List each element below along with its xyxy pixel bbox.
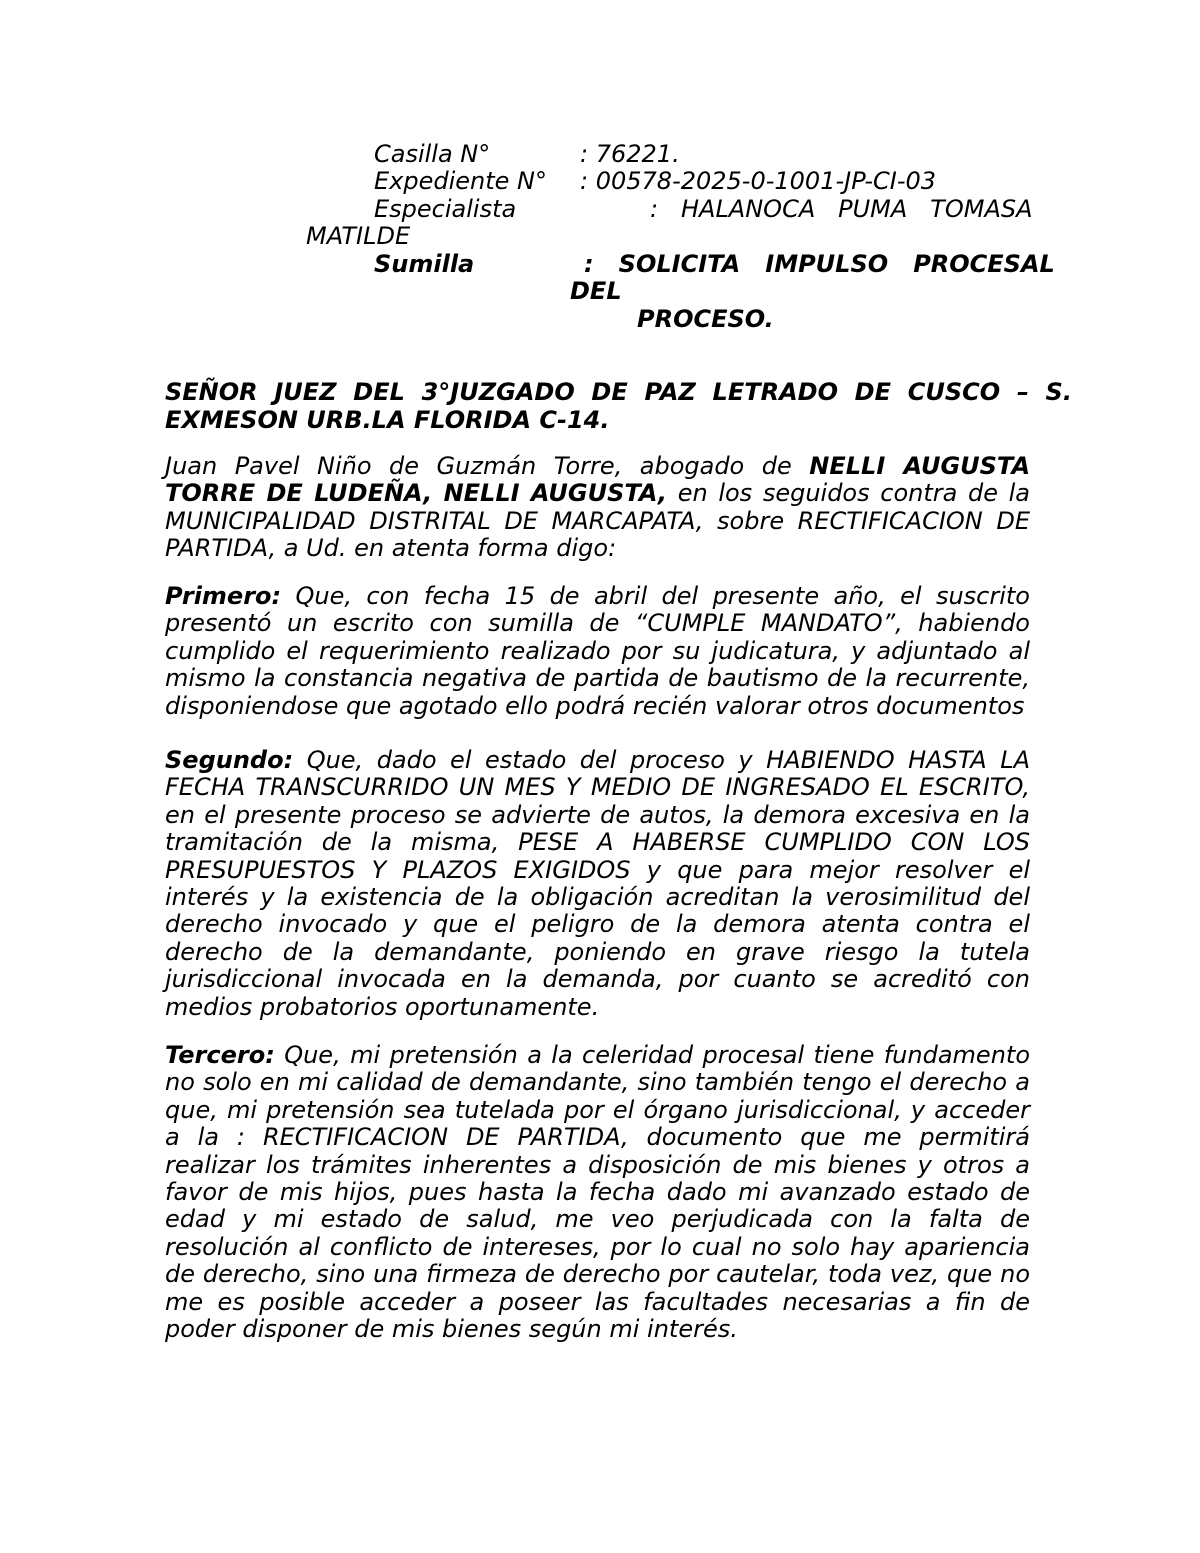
addressee-line-2: EXMESON URB.LA FLORIDA C-14. [165, 406, 610, 434]
tercero-paragraph [165, 1042, 1030, 1343]
segundo-label: Segundo: [165, 746, 294, 774]
primero-text: Que, con fecha 15 de abril del presente año, el suscrito presentó un escrito con sumilla de “CUMPLE MANDATO”, habiendo cumplido el requerimiento realizado por su judicatura, y adjuntado al mismo la constancia negativa de partida de bautismo de la recurrente, disponiendose que agotado ello podrá recién valorar otros documentos [165, 582, 1030, 720]
casilla-value: : 76221. [580, 140, 680, 168]
expediente-label: Expediente N° [374, 167, 548, 195]
sumilla-cont-1: DEL [570, 277, 622, 305]
expediente-value: : 00578-2025-0-1001-JP-CI-03 [580, 167, 937, 195]
sumilla-cont-2: PROCESO. [637, 305, 774, 333]
casilla-label: Casilla N° [374, 140, 491, 168]
sumilla-value: : SOLICITA IMPULSO PROCESAL [584, 250, 1055, 278]
sumilla-label: Sumilla [374, 250, 475, 278]
especialista-label: Especialista [374, 195, 517, 223]
especialista-value: : HALANOCA PUMA TOMASA [650, 195, 1033, 223]
tercero-label: Tercero: [165, 1041, 275, 1069]
primero-label: Primero: [165, 582, 282, 610]
client-name: NELLI AUGUSTA TORRE DE LUDEÑA, NELLI AUGUSTA, [165, 452, 1031, 508]
intro-text-b: en los seguidos contra de la MUNICIPALIDAD DISTRITAL DE MARCAPATA, sobre RECTIFICACION DE PARTIDA, a Ud. en atenta forma digo: [165, 479, 1030, 563]
tercero-text: Que, mi pretensión a la celeridad procesal tiene fundamento no solo en mi calidad de demandante, sino también tengo el derecho a que, mi pretensión sea tutelada por el órgano jurisdiccional, y acceder a la : RECTIFICACION DE PARTIDA, documento que me permitirá realizar los trámites inherentes a disposición de mis bienes y otros a favor de mis hijos, pues hasta la fecha dado mi avanzado estado de edad y mi estado de salud, me veo perjudicada con la falta de resolución al conflicto de intereses, por lo cual no solo hay apariencia de derecho, sino una firmeza de derecho por cautelar, toda vez, que no me es posible acceder a poseer las facultades necesarias a fin de poder disponer de mis bienes según mi interés. [165, 1041, 1030, 1344]
segundo-text: Que, dado el estado del proceso y HABIENDO HASTA LA FECHA TRANSCURRIDO UN MES Y MEDIO DE INGRESADO EL ESCRITO, en el presente proceso se advierte de autos, la demora excesiva en la tramitación de la misma, PESE A HABERSE CUMPLIDO CON LOS PRESUPUESTOS Y PLAZOS EXIGIDOS y que para mejor resolver el interés y la existencia de la obligación acreditan la verosimilitud del derecho invocado y que el peligro de la demora atenta contra el derecho de la demandante, poniendo en grave riesgo la tutela jurisdiccional invocada en la demanda, por cuanto se acreditó con medios probatorios oportunamente. [165, 746, 1030, 1021]
especialista-cont: MATILDE [306, 222, 411, 250]
primero-paragraph [165, 583, 1030, 720]
segundo-paragraph [165, 747, 1030, 1021]
addressee-line-1: SEÑOR JUEZ DEL 3°JUZGADO DE PAZ LETRADO DE CUSCO – S. [165, 378, 1072, 406]
intro-paragraph [165, 453, 1030, 563]
intro-text-a: Juan Pavel Niño de Guzmán Torre, abogado de [165, 452, 810, 480]
